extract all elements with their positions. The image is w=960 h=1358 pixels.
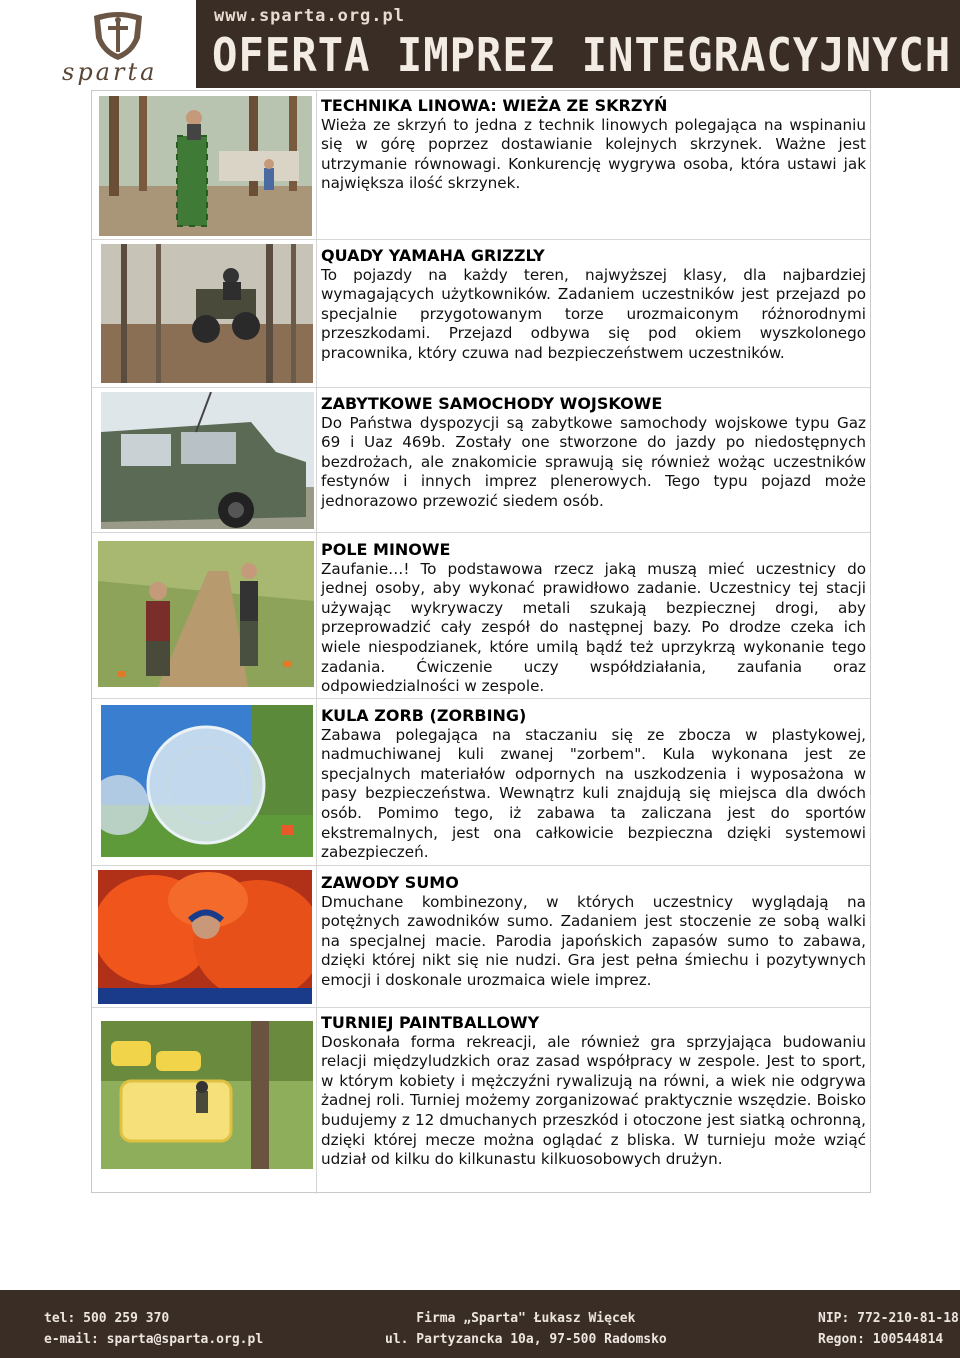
logo-text: sparta: [62, 58, 158, 86]
offer-title: ZAWODY SUMO: [321, 873, 459, 892]
offer-title: TECHNIKA LINOWA: WIEŻA ZE SKRZYŃ: [321, 96, 668, 115]
offer-title: KULA ZORB (ZORBING): [321, 706, 527, 725]
offer-description: Zabawa polegająca na staczaniu się ze zbocza w plastykowej, nadmuchiwanej kuli zwanej "zorbem". Kula wykonana jest ze specjalnych materiałów odpornych na uszkodzenia i wyposażona w pasy bezpieczeństwa. Wewnątrz kuli znajdują się miejsca dla dwóch osób. Pomimo tego, iż zabawa ta zaliczana jest do sportów ekstremalnych, jest ona całkowicie bezpieczna dzięki systemowi zabezpieczeń.: [321, 725, 866, 862]
footer-address: ul. Partyzancka 10a, 97-500 Radomsko: [385, 1332, 667, 1347]
offer-description: To pojazdy na każdy teren, najwyższej klasy, dla najbardziej wymagających użytkowników. Zadaniem uczestników jest przejazd po specjalnie przygotowanym torze urozmaiconym różnorodnymi przeszkodami. Przejazd odbywa się pod okiem wyszkolonego pracownika, który czuwa nad bezpieczeństwem uczestników.: [321, 265, 866, 362]
offer-description: Wieża ze skrzyń to jedna z technik linowych polegająca na wspinaniu się w górę poprzez dostawianie kolejnych skrzynek. Ważne jest utrzymanie równowagi. Konkurencję wygrywa osoba, która ustawi jak największa ilość skrzynek.: [321, 115, 866, 193]
offer-row: [92, 865, 870, 1007]
page-header: [0, 0, 960, 88]
offer-title: POLE MINOWE: [321, 540, 451, 559]
crate-tower-photo: [99, 96, 312, 236]
offer-text-cell: [321, 873, 866, 991]
offer-title: TURNIEJ PAINTBALLOWY: [321, 1013, 540, 1032]
shield-sword-icon: [90, 8, 146, 62]
offer-image-cell: [92, 699, 317, 865]
footer-regon: Regon: 100544814: [818, 1332, 944, 1347]
offer-title: QUADY YAMAHA GRIZZLY: [321, 246, 545, 265]
footer-phone[interactable]: tel: 500 259 370: [44, 1311, 170, 1326]
offer-row: [92, 532, 870, 698]
page-title: OFERTA IMPREZ INTEGRACYJNYCH: [212, 28, 952, 82]
offer-table: [91, 90, 871, 1193]
footer-nip: NIP: 772-210-81-18: [818, 1311, 959, 1326]
offer-text-cell: [321, 706, 866, 863]
offer-description: Doskonała forma rekreacji, ale również gra sprzyjająca budowaniu relacji międzyludzkich oraz zasad współpracy w zespole. Jest to sport, w którym kobiety i mężczyźni rywalizują na równi, a wiek nie odgrywa żadnej roli. Turniej możemy zorganizować praktycznie wszędzie. Boisko budujemy z 12 dmuchanych przeszkód i otoczone jest siatką ochronną, dzięki której mecze można oglądać z bliska. W turnieju może wziąć udział od kilku do kilkunastu kilkuosobowych drużyn.: [321, 1032, 866, 1169]
offer-image-cell: [92, 388, 317, 532]
offer-image-cell: [92, 533, 317, 698]
footer-registration: [818, 1308, 959, 1350]
offer-text-cell: [321, 246, 866, 364]
site-url[interactable]: www.sparta.org.pl: [214, 6, 405, 26]
sumo-photo: [98, 870, 312, 1004]
footer-email[interactable]: e-mail: sparta@sparta.org.pl: [44, 1332, 264, 1347]
military-car-photo: [101, 392, 314, 529]
offer-text-cell: [321, 1013, 866, 1170]
offer-description: Do Państwa dyspozycji są zabytkowe samochody wojskowe typu Gaz 69 i Uaz 469b. Zostały one stworzone do jazdy po niedostępnych bezdrożach, ale znakomicie sprawują się również wożąc uczestników festynów i innych imprez plenerowych. Tego typu pojazd może jednorazowo przewozić siedem osób.: [321, 413, 866, 510]
zorb-photo: [101, 705, 313, 857]
footer-company: [385, 1308, 667, 1350]
offer-title: ZABYTKOWE SAMOCHODY WOJSKOWE: [321, 394, 663, 413]
offer-row: [92, 91, 870, 239]
quad-photo: [101, 244, 313, 383]
offer-row: [92, 387, 870, 532]
offer-description: Dmuchane kombinezony, w których uczestnicy wyglądają na potężnych zawodników sumo. Zadaniem jest stoczenie ze sobą walki na specjalnej macie. Parodia japońskich zapasów sumo to zabawa, dzięki której nikt się nie nudzi. Gra jest pełna śmiechu i pozytywnych emocji i doskonale urozmaica wiele imprez.: [321, 892, 866, 989]
page-footer: [0, 1290, 960, 1358]
offer-description: Zaufanie…! To podstawowa rzecz jaką muszą mieć uczestnicy do jednej osoby, aby wykonać prawidłowo zadanie. Uczestnicy tej stacji używając wykrywaczy metali szukają bezpiecznej drogi, aby przeprowadzić cały zespół do następnej bazy. Po drodze czeka ich wiele niespodzianek, które umilą bądź też uprzykrzą wykonanie tego zadania. Ćwiczenie uczy współdziałania, zaufania oraz odpowiedzialności w zespole.: [321, 559, 866, 696]
logo[interactable]: [0, 0, 196, 88]
offer-row: [92, 1007, 870, 1194]
footer-contact: [44, 1308, 263, 1350]
paintball-photo: [101, 1021, 313, 1169]
offer-image-cell: [92, 1008, 317, 1194]
offer-text-cell: [321, 540, 866, 697]
offer-text-cell: [321, 96, 866, 194]
offer-row: [92, 698, 870, 865]
offer-image-cell: [92, 240, 317, 387]
offer-image-cell: [92, 91, 317, 239]
minefield-photo: [98, 541, 314, 687]
offer-text-cell: [321, 394, 866, 512]
offer-image-cell: [92, 866, 317, 1007]
footer-company-name: Firma „Sparta" Łukasz Więcek: [416, 1311, 636, 1326]
offer-row: [92, 239, 870, 387]
